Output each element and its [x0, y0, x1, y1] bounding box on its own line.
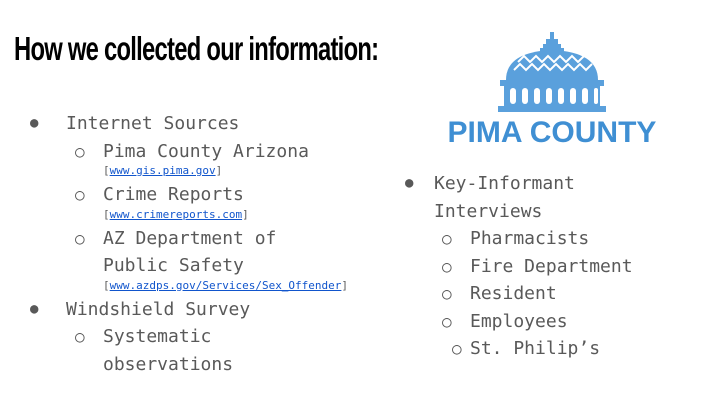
bullet-text: observations	[103, 353, 234, 375]
bullet-text: Employees	[470, 310, 568, 332]
right-column	[405, 170, 705, 363]
bullet-text: St. Philip’s	[470, 338, 601, 359]
bullet-text: Fire Department	[470, 255, 633, 277]
bullet-text: Windshield Survey	[66, 298, 251, 320]
source-line: [www.azdps.gov/Services/Sex_Offender]	[103, 278, 349, 292]
sub-bullet-employees	[405, 308, 705, 336]
bullet-continuation	[30, 351, 390, 379]
bullet-windshield	[30, 296, 390, 324]
bullet-text: Resident	[470, 283, 557, 304]
sub-bullet-pharmacists	[405, 225, 705, 253]
bullet-key-informant	[405, 170, 705, 198]
left-column	[30, 110, 390, 378]
sub-bullet-resident	[405, 280, 705, 308]
bullet-continuation	[405, 198, 705, 226]
bullet-text: Crime Reports	[103, 184, 244, 205]
capitol-dome-icon	[434, 28, 670, 118]
bullet-text: Pharmacists	[470, 228, 590, 249]
sub-bullet-pima	[30, 138, 390, 166]
bullet-internet-sources	[30, 110, 390, 138]
bullet-text: Public Safety	[103, 255, 244, 276]
bullet-text: Internet Sources	[66, 113, 240, 134]
slide-title: How we collected our information:	[14, 30, 379, 67]
logo-text: PIMA COUNTY	[447, 116, 657, 149]
sub-bullet-crime	[30, 181, 390, 209]
bullet-text: Systematic	[103, 326, 212, 347]
sub-bullet-fire	[405, 253, 705, 281]
bullet-continuation	[30, 252, 390, 280]
bullet-text: Key-Informant	[434, 173, 575, 194]
source-line: [www.crimereports.com]	[103, 207, 249, 221]
source-link-azdps[interactable]: www.azdps.gov/Services/Sex_Offender	[109, 278, 342, 292]
sub-bullet-st-philips	[405, 335, 705, 363]
source-line: [www.gis.pima.gov]	[103, 164, 223, 177]
sub-bullet-azdps	[30, 225, 390, 253]
source-link-crime[interactable]: www.crimereports.com	[109, 207, 243, 221]
sub-bullet-systematic	[30, 323, 390, 351]
bullet-text: Pima County Arizona	[103, 140, 309, 162]
bullet-text: AZ Department of	[103, 227, 277, 249]
bullet-text: Interviews	[434, 200, 543, 222]
pima-county-logo	[434, 28, 670, 156]
source-link-gis[interactable]: www.gis.pima.gov	[109, 164, 216, 177]
